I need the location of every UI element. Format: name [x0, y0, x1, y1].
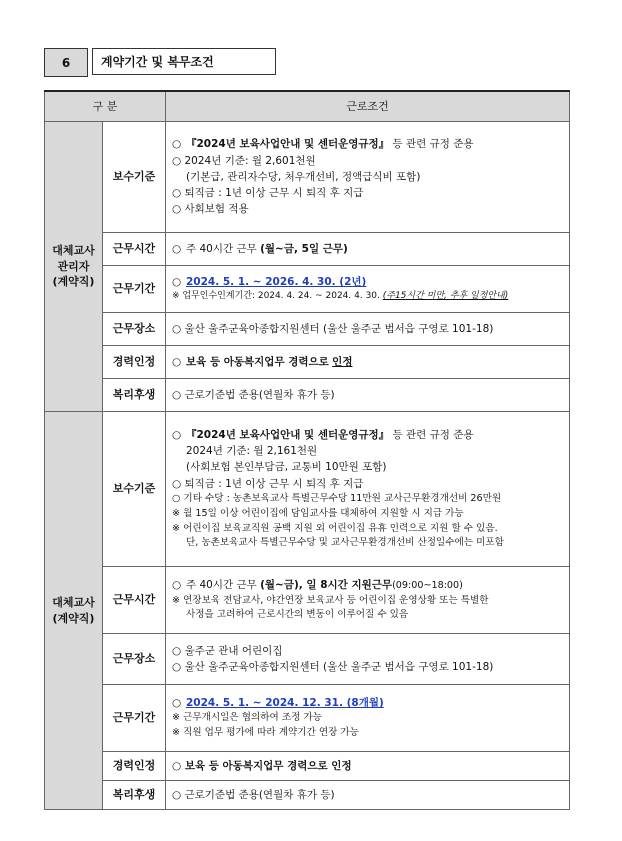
row-label-pay: 보수기준	[103, 122, 166, 233]
row-label-welfare: 복리후생	[103, 379, 166, 412]
pay-content: ○ 『2024년 보육사업안내 및 센터운영규정』 등 관련 규정 준용 ○ 2024년 기준: 월 2,601천원 (기본급, 관리자수당, 처우개선비, 정액급식비 포함) ○ 퇴직금 : 1년 이상 근무 시 퇴직 후 지급 ○ 사회보험 적용	[166, 122, 570, 233]
section-title: 계약기간 및 복무조건	[92, 48, 276, 75]
row-label-career: 경력인정	[103, 346, 166, 379]
period-content: ○ 2024. 5. 1. ~ 2026. 4. 30. (2년) ※ 업무인수인계기간: 2024. 4. 24. ~ 2024. 4. 30. (주15시간 미만, 추후 일정안내)	[166, 266, 570, 313]
table-row	[45, 379, 570, 412]
header-category: 구 분	[45, 91, 166, 122]
career-content: ○ 보육 등 아동복지업무 경력으로 인정	[166, 752, 570, 781]
period-content: ○ 2024. 5. 1. ~ 2024. 12. 31. (8개월) ※ 근무개시일은 협의하여 조정 가능 ※ 직원 업무 평가에 따라 계약기간 연장 가능	[166, 685, 570, 752]
section-header	[44, 48, 276, 77]
row-label-pay: 보수기준	[103, 412, 166, 567]
group-label-substitute: 대체교사 (계약직)	[45, 412, 103, 810]
welfare-content: ○ 근로기준법 준용(연월차 휴가 등)	[166, 379, 570, 412]
table-row	[45, 233, 570, 266]
place-content: ○ 울산 울주군육아종합지원센터 (울산 울주군 범서읍 구영로 101-18)	[166, 313, 570, 346]
table-row	[45, 752, 570, 781]
table-row	[45, 266, 570, 313]
row-label-career: 경력인정	[103, 752, 166, 781]
table-row	[45, 781, 570, 810]
row-label-welfare: 복리후생	[103, 781, 166, 810]
table-header-row	[45, 91, 570, 122]
pay-content: ○ 『2024년 보육사업안내 및 센터운영규정』 등 관련 규정 준용 2024년 기준: 월 2,161천원 (사회보험 본인부담금, 교통비 10만원 포함) ○ 퇴직금 : 1년 이상 근무 시 퇴직 후 지급 ○ 기타 수당 : 농촌보육교사 특별근무수당 11만원 교사근무환경개선비 26만원 ※ 월 15일 이상 어린이집에 담임교사를 대체하여 지원할 시 지급 가능 ※ 어린이집 보육교직원 공백 지원 외 어린이집 유휴 인력으로 지원 할 수 있음. 단, 농촌보육교사 특별근무수당 및 교사근무환경개선비 산정일수에는 미포함	[166, 412, 570, 567]
hours-content: ○ 주 40시간 근무 (월~금, 5일 근무)	[166, 233, 570, 266]
row-label-hours: 근무시간	[103, 233, 166, 266]
welfare-content: ○ 근로기준법 준용(연월차 휴가 등)	[166, 781, 570, 810]
section-number: 6	[44, 48, 88, 77]
row-label-hours: 근무시간	[103, 567, 166, 634]
table-row	[45, 313, 570, 346]
row-label-place: 근무장소	[103, 313, 166, 346]
conditions-table	[44, 90, 570, 810]
table-row	[45, 634, 570, 685]
career-content: ○ 보육 등 아동복지업무 경력으로 인정	[166, 346, 570, 379]
row-label-period: 근무기간	[103, 266, 166, 313]
row-label-place: 근무장소	[103, 634, 166, 685]
header-conditions: 근로조건	[166, 91, 570, 122]
table-row	[45, 346, 570, 379]
table-row	[45, 685, 570, 752]
group-label-manager: 대체교사 관리자 (계약직)	[45, 122, 103, 412]
place-content: ○ 울주군 관내 어린이집 ○ 울산 울주군육아종합지원센터 (울산 울주군 범서읍 구영로 101-18)	[166, 634, 570, 685]
table-row	[45, 412, 570, 567]
row-label-period: 근무기간	[103, 685, 166, 752]
hours-content: ○ 주 40시간 근무 (월~금), 일 8시간 지원근무(09:00~18:00) ※ 연장보육 전담교사, 야간연장 보육교사 등 어린이집 운영상황 또는 특별한 사정을 고려하여 근로시간의 변동이 이루어질 수 있음	[166, 567, 570, 634]
table-row	[45, 122, 570, 233]
table-row	[45, 567, 570, 634]
